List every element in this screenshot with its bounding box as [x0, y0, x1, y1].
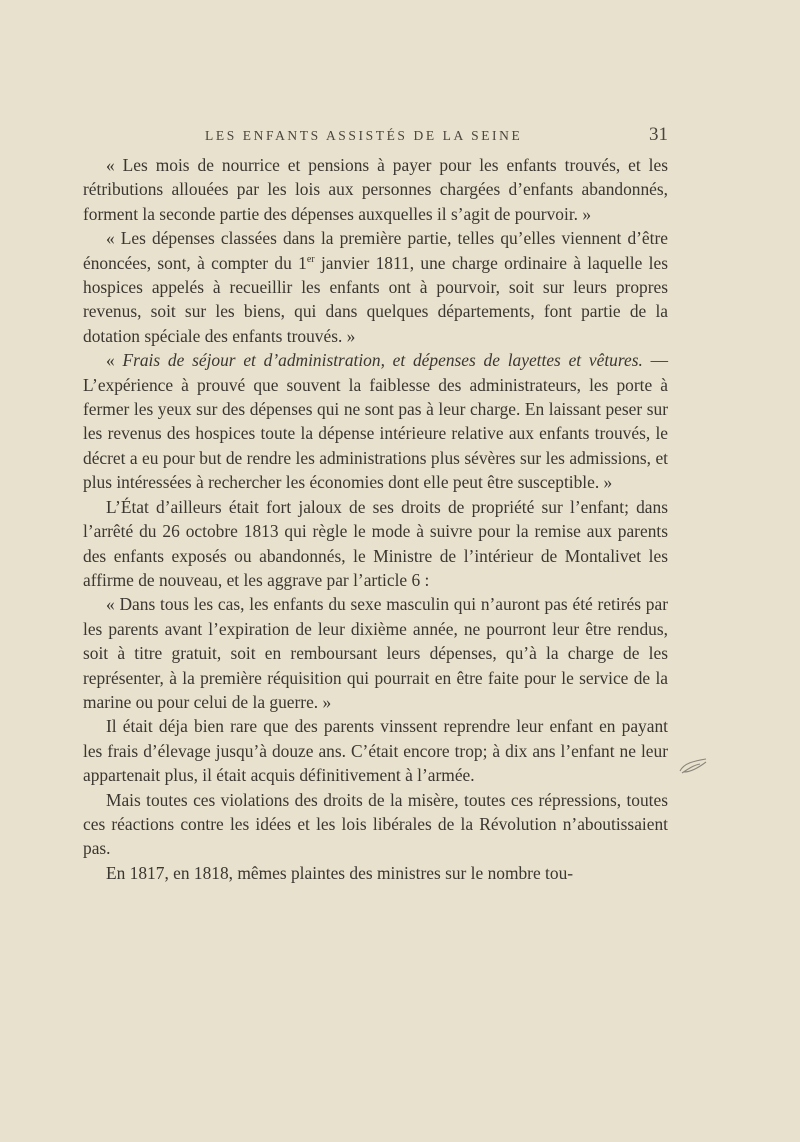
- paragraph: L’État d’ailleurs était fort jaloux de ses droits de propriété sur l’enfant; dans l’arrêté du 26 octobre 1813 qui règle le mode à suivre pour la remise aux parents des enfants exposés ou abandonnés, le Ministre de l’intérieur de Montalivet les affirme de nouveau, et les aggrave par l’article 6 :: [83, 496, 668, 590]
- pencil-mark-icon: [676, 755, 712, 777]
- paragraph: « Les dépenses classées dans la première partie, telles qu’elles viennent d’être énoncées, sont, à compter du 1er janvier 1811, une charge ordinaire à laquelle les hospices appelés à recueillir les enfants ont à pourvoir, soit sur leurs propres revenus, soit sur les biens, qui dans quelques départements, font partie de la dotation spéciale des enfants trouvés. »: [83, 228, 669, 346]
- body-text: [83, 153, 668, 885]
- paragraph-text: — L’expérience à prouvé que souvent la faiblesse des administrateurs, les porte à fermer les yeux sur des dépenses qui ne sont pas à leur charge. En laissant peser sur les revenus des hospices toute la dépense intérieure relative aux enfants trouvés, le décret a eu pour but de rendre les administrations plus sévères sur les admissions, et plus intéressées à rechercher les économies dont elle peut être susceptible. »: [83, 350, 668, 493]
- paragraph-frais: [83, 348, 668, 494]
- running-title: LES ENFANTS ASSISTÉS DE LA SEINE: [205, 128, 523, 143]
- paragraph: En 1817, en 1818, mêmes plaintes des ministres sur le nombre tou-: [106, 862, 574, 883]
- paragraph: « Les mois de nourrice et pensions à payer pour les enfants trouvés, et les rétributions allouées par les lois aux personnes chargées d’enfants abandonnés, forment la seconde partie des dépenses auxquelles il s’agit de pourvoir. »: [83, 155, 668, 224]
- paragraph: « Dans tous les cas, les enfants du sexe masculin qui n’auront pas été retirés par les parents avant l’expiration de leur dixième année, ne pourront leur être rendus, soit à titre gratuit, soit en remboursant leurs dépenses, qu’à la charge de les représenter, à la première réquisition qui pourrait en être faite pour le service de la marine ou pour celui de la guerre. »: [83, 594, 668, 712]
- paragraph: Il était déja bien rare que des parents vinssent reprendre leur enfant en payant les frais d’élevage jusqu’à douze ans. C’était encore trop; à dix ans l’enfant ne leur appartenait plus, il était acquis définitivement à l’armée.: [83, 716, 668, 786]
- page-header: [83, 124, 668, 148]
- italic-heading: Frais de séjour et d’administration, et dépenses de layettes et vêtures.: [122, 350, 643, 371]
- page-number: 31: [649, 124, 668, 145]
- paragraph-open-quote: «: [106, 350, 123, 371]
- paragraph: Mais toutes ces violations des droits de la misère, toutes ces répressions, toutes ces réactions contre les idées et les lois libérales de la Révolution n’aboutissaient pas.: [83, 789, 668, 859]
